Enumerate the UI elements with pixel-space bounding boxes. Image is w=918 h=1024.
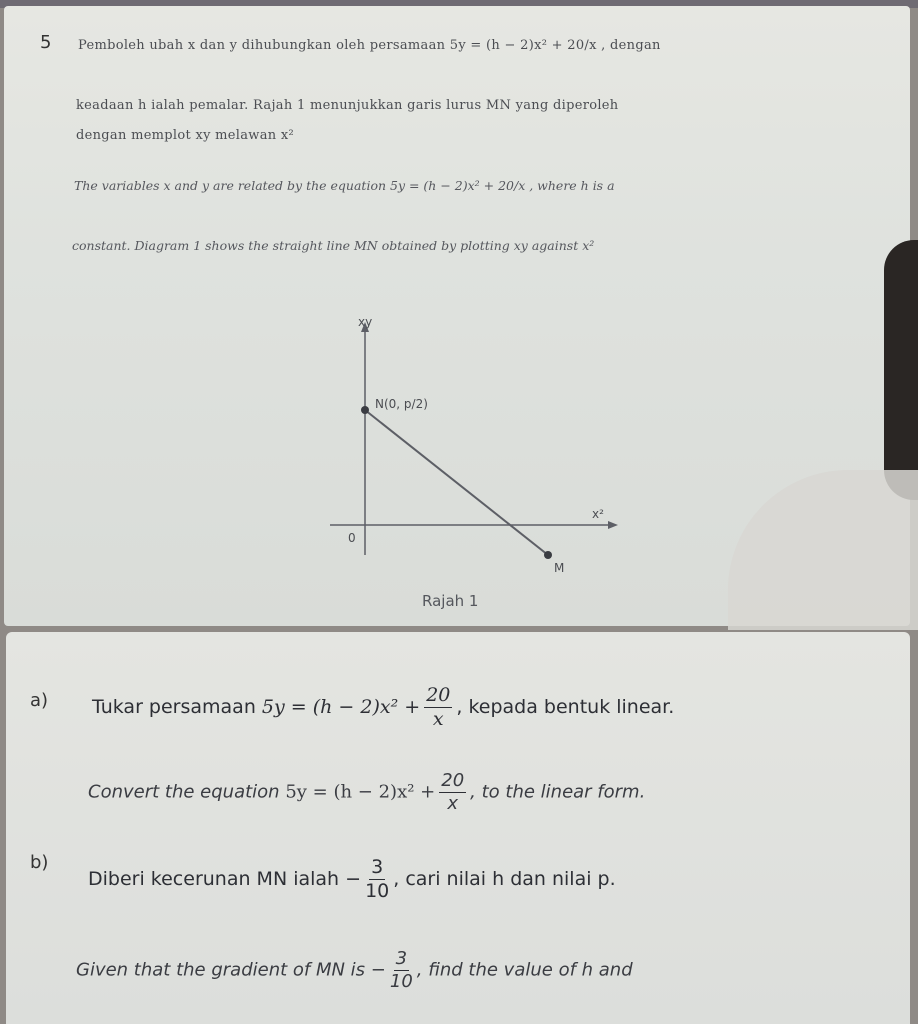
intro-english-line-1: The variables x and y are related by the equation 5y = (h − 2)x² + 20/x , where h is a (74, 178, 615, 193)
part-b-malay-fraction (365, 858, 389, 901)
part-b-english-suffix: , find the value of h and (416, 959, 633, 981)
x-axis-label: x² (592, 507, 604, 521)
origin-label: 0 (348, 531, 356, 545)
part-a-english (88, 772, 645, 813)
part-b-english (76, 950, 633, 991)
part-b-malay (88, 858, 616, 901)
point-m-label: M (554, 561, 565, 575)
part-b-malay-suffix: , cari nilai h dan nilai p. (393, 868, 616, 890)
part-a-malay-fraction (424, 686, 452, 729)
intro-malay-line-2: keadaan h ialah pemalar. Rajah 1 menunjukkan garis lurus MN yang diperoleh (76, 98, 619, 113)
x-axis-arrow (608, 521, 618, 529)
fraction-denominator: 10 (389, 971, 413, 992)
fraction-denominator: 10 (365, 880, 390, 902)
intro-malay-line-1: Pemboleh ubah x dan y dihubungkan oleh persamaan 5y = (h − 2)x² + 20/x , dengan (78, 38, 661, 53)
part-a-malay-prefix: Tukar persamaan (92, 696, 256, 718)
y-axis-label: xy (358, 315, 373, 329)
fraction-denominator: x (447, 793, 459, 814)
part-b-malay-prefix: Diberi kecerunan MN ialah (88, 868, 340, 890)
part-b-english-prefix: Given that the gradient of MN is (76, 959, 366, 981)
question-number: 5 (40, 32, 52, 53)
part-a-english-equation: 5y = (h − 2)x² + (285, 781, 436, 803)
diagram-caption: Rajah 1 (422, 592, 479, 610)
part-b-malay-sign: − (345, 868, 362, 890)
point-n (361, 406, 369, 414)
fraction-numerator: 3 (395, 948, 408, 969)
part-a-malay (92, 686, 674, 729)
fraction-numerator: 20 (441, 770, 465, 791)
part-b-label: b) (30, 852, 49, 873)
part-a-malay-suffix: , kepada bentuk linear. (456, 696, 675, 718)
point-m (544, 551, 552, 559)
intro-malay-line-3: dengan memplot xy melawan x² (76, 128, 295, 143)
part-b-english-fraction (390, 950, 413, 991)
part-b-english-sign: − (370, 959, 386, 981)
line-mn (365, 410, 548, 555)
part-a-label: a) (30, 690, 49, 711)
diagram-1 (320, 310, 640, 590)
fraction-denominator: x (432, 708, 444, 730)
background-object (884, 240, 918, 500)
intro-english-line-2: constant. Diagram 1 shows the straight line MN obtained by plotting xy against x² (72, 238, 595, 253)
part-a-english-fraction (439, 772, 466, 813)
part-a-english-suffix: , to the linear form. (470, 781, 646, 803)
part-a-english-prefix: Convert the equation (88, 781, 280, 803)
fraction-numerator: 20 (426, 684, 451, 706)
part-a-malay-equation: 5y = (h − 2)x² + (261, 696, 421, 718)
point-n-label: N(0, p/2) (375, 397, 428, 411)
fraction-numerator: 3 (371, 856, 384, 878)
